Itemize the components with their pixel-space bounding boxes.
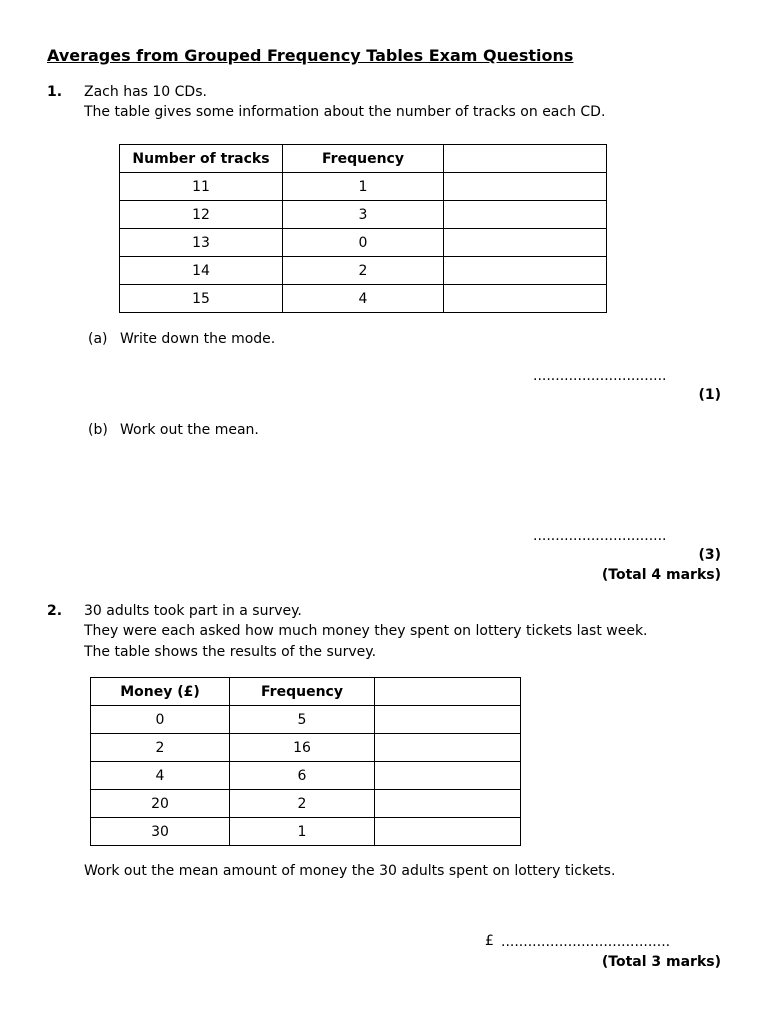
table-cell: 0 [283,229,444,257]
table-header-cell [375,678,521,706]
question-1-intro-line-2: The table gives some information about the number of tracks on each CD. [84,104,606,120]
question-2-number: 2. [47,603,63,619]
table-cell: 1 [283,173,444,201]
question-2-answer-line[interactable]: ...................................... [501,934,671,950]
table-cell [375,762,521,790]
question-2-question: Work out the mean amount of money the 30 adults spent on lottery tickets. [84,863,616,879]
table-cell: 13 [120,229,283,257]
table-row [120,229,607,257]
table-cell: 12 [120,201,283,229]
question-2-intro-line-3: The table shows the results of the survey. [84,644,377,660]
table-cell [444,201,607,229]
table-header-cell: Money (£) [91,678,230,706]
table-cell: 11 [120,173,283,201]
table-cell: 2 [230,790,375,818]
table-header-cell [444,145,607,173]
question-2-table [90,677,521,846]
question-1-total: (Total 4 marks) [601,567,721,583]
table-cell: 15 [120,285,283,313]
table-row [120,257,607,285]
table-row [91,818,521,846]
table-header-cell: Frequency [230,678,375,706]
table-row [91,706,521,734]
table-cell: 2 [283,257,444,285]
table-cell: 16 [230,734,375,762]
table-row [91,734,521,762]
table-cell [375,790,521,818]
table-cell [444,173,607,201]
table-cell: 6 [230,762,375,790]
table-cell: 20 [91,790,230,818]
table-cell: 2 [91,734,230,762]
question-2-total: (Total 3 marks) [601,954,721,970]
part-a-text: Write down the mode. [120,331,276,347]
question-1-table [119,144,607,313]
table-header-cell: Frequency [283,145,444,173]
part-a-label: (a) [88,331,108,347]
page-title: Averages from Grouped Frequency Tables Exam Questions [47,46,574,65]
table-cell [444,285,607,313]
table-cell [375,734,521,762]
table-cell: 3 [283,201,444,229]
table-cell [375,818,521,846]
table-cell: 0 [91,706,230,734]
question-1-intro-line-1: Zach has 10 CDs. [84,84,207,100]
part-b-text: Work out the mean. [120,422,259,438]
table-cell [444,229,607,257]
table-cell: 4 [283,285,444,313]
table-row [91,790,521,818]
part-b-answer-line[interactable]: .............................. [533,528,667,544]
table-row [120,201,607,229]
table-row [91,762,521,790]
table-cell: 4 [91,762,230,790]
question-2-intro-line-1: 30 adults took part in a survey. [84,603,302,619]
question-2-intro-line-2: They were each asked how much money they spent on lottery tickets last week. [84,623,648,639]
table-cell: 1 [230,818,375,846]
table-header-cell: Number of tracks [120,145,283,173]
table-row [120,285,607,313]
part-a-answer-line[interactable]: .............................. [533,368,667,384]
table-header-row [91,678,521,706]
table-cell [375,706,521,734]
question-1-number: 1. [47,84,63,100]
table-cell [444,257,607,285]
part-b-marks: (3) [698,547,721,563]
part-b-label: (b) [88,422,108,438]
table-row [120,173,607,201]
part-a-marks: (1) [698,387,721,403]
table-cell: 5 [230,706,375,734]
table-header-row [120,145,607,173]
currency-symbol: £ [485,933,494,949]
table-cell: 30 [91,818,230,846]
table-cell: 14 [120,257,283,285]
